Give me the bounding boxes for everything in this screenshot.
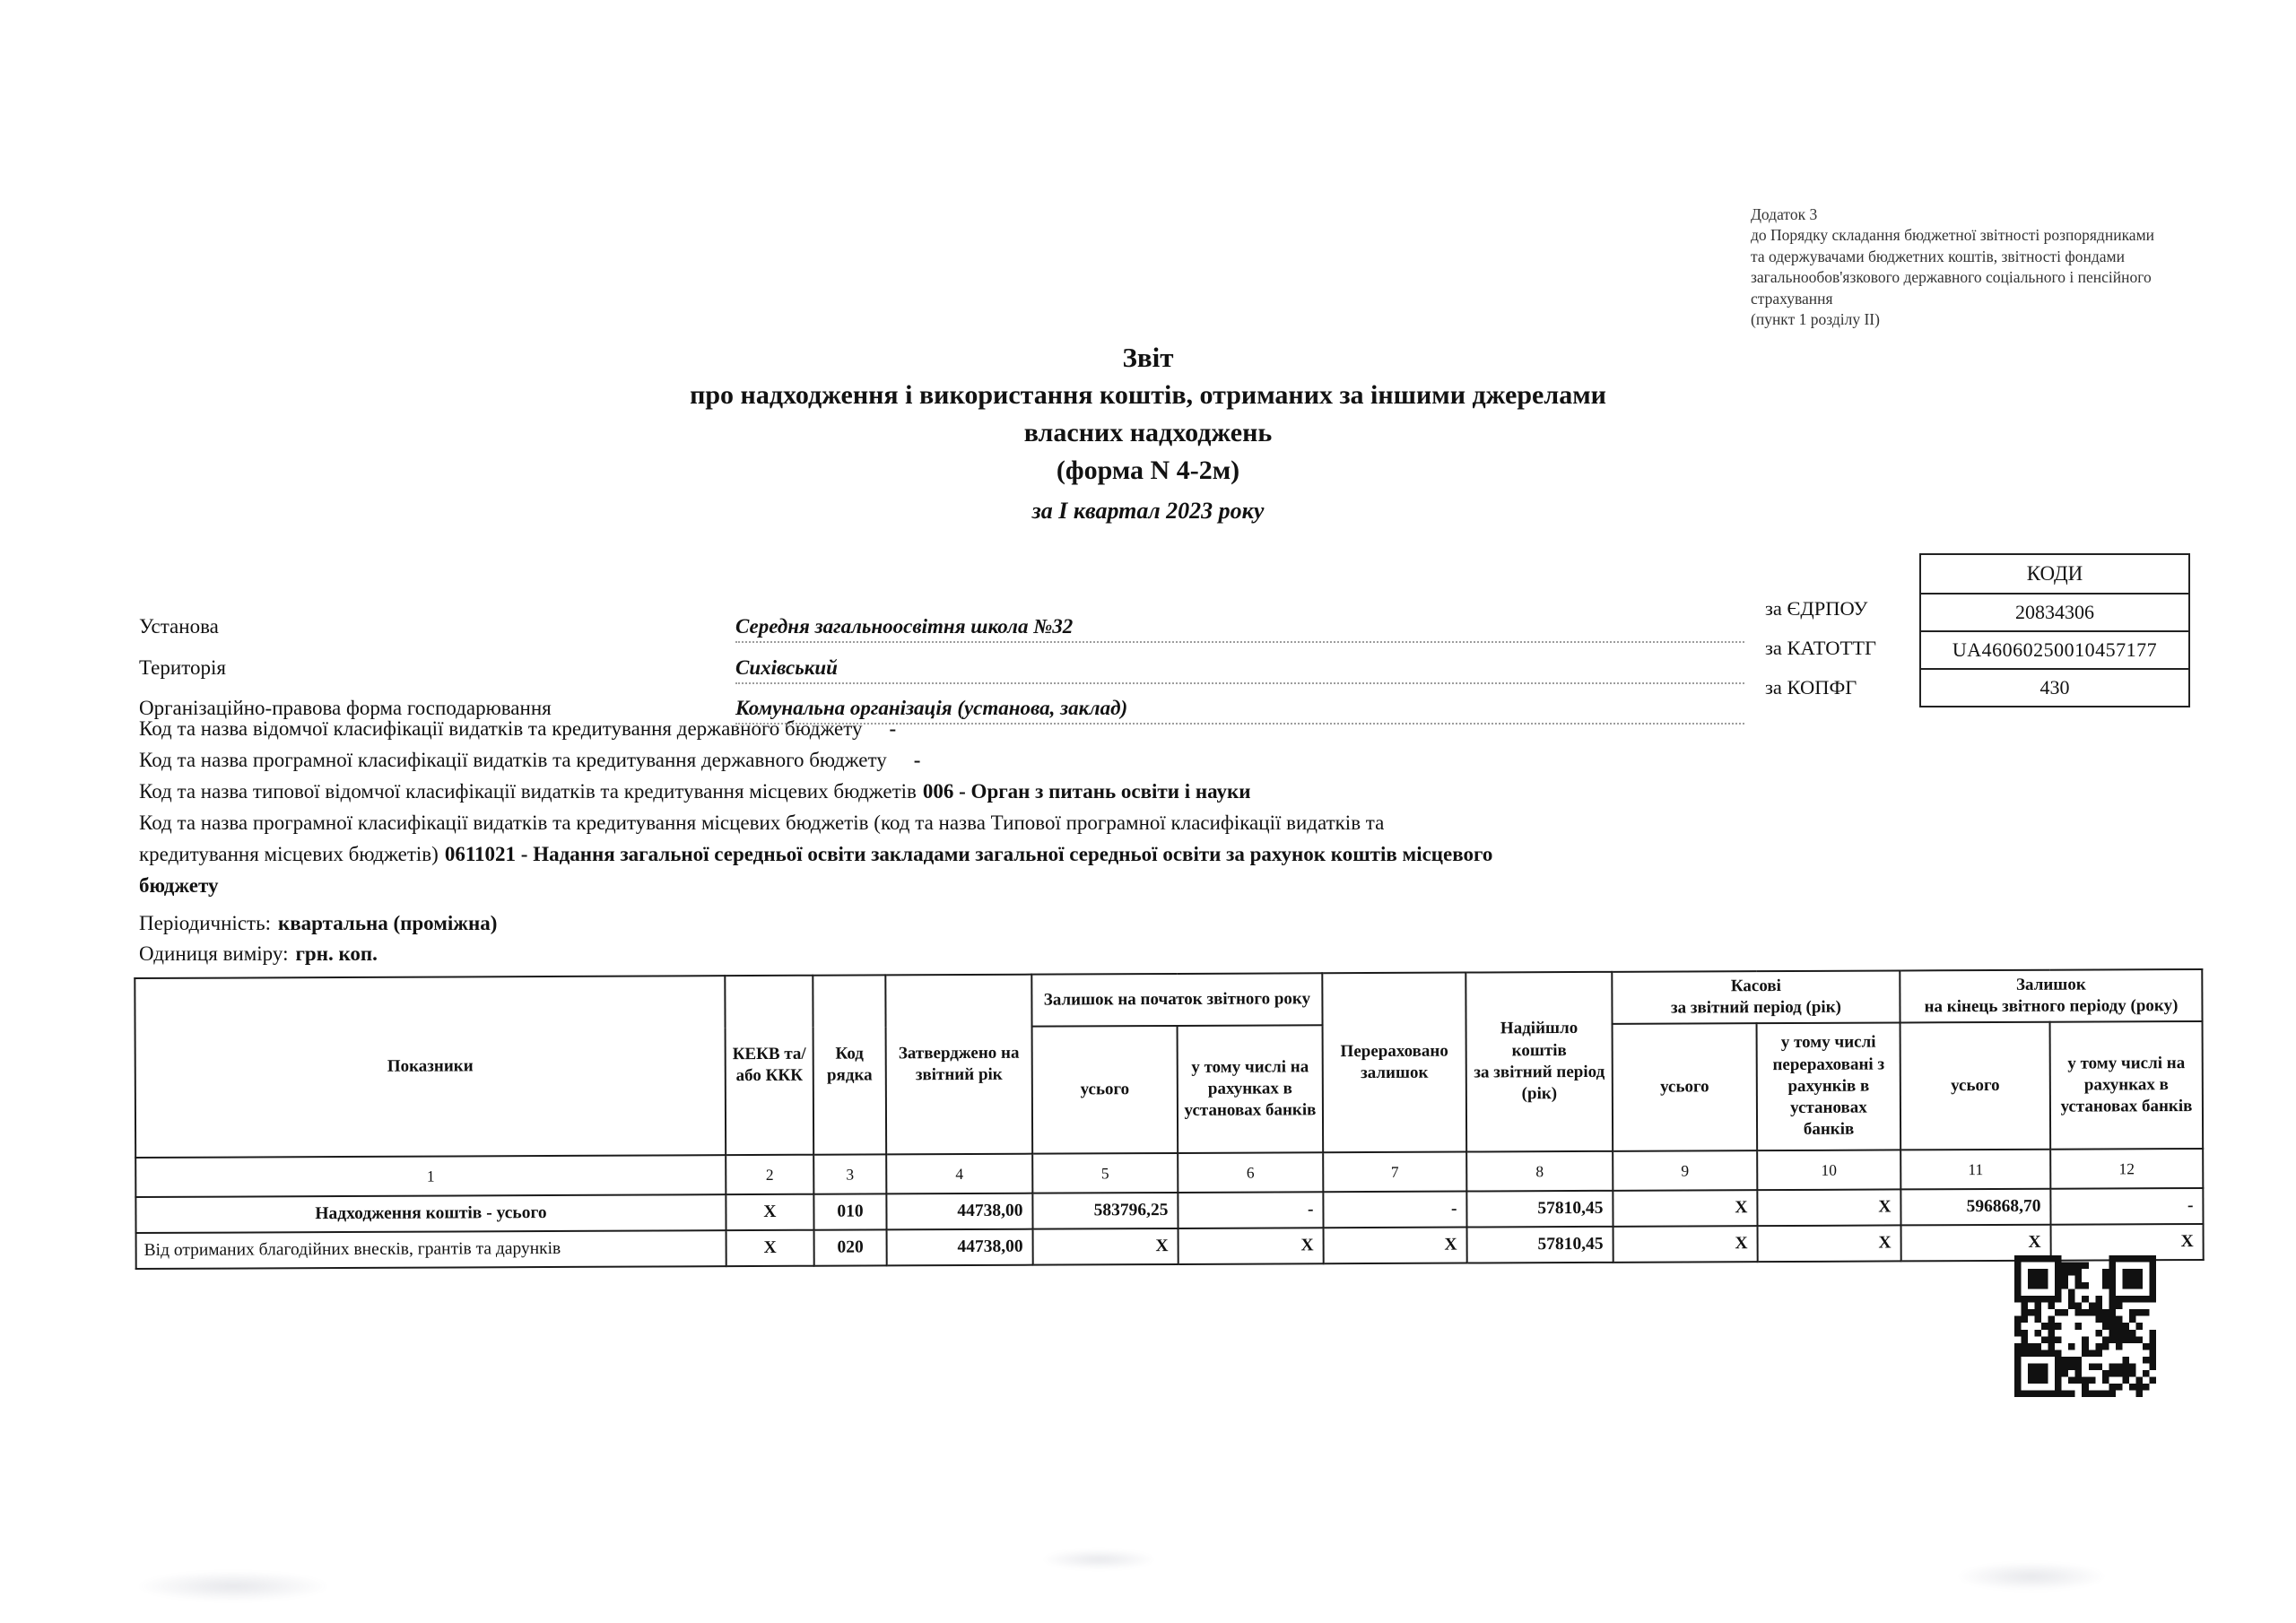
unit-value: грн. коп. [295,942,378,965]
periodicity-label: Періодичність: [139,912,271,934]
cell-received: 57810,45 [1466,1191,1613,1228]
cell-balance-start-total: X [1033,1228,1178,1265]
annex-line: загальнообов'язкового державного соціального і пенсійного [1751,268,2152,287]
edrpou-value: 20834306 [1921,593,2188,630]
classification-value: - [913,749,921,771]
cell-cash-total: X [1613,1226,1758,1263]
annex-line: страхування [1751,289,1833,308]
title-period: за І квартал 2023 року [1031,498,1265,524]
col-header-balance-end-bank: у тому числі на рахунках в установах банків [2050,1021,2204,1150]
kopfg-value: 430 [1921,668,2188,706]
cell-balance-start-total: 583796,25 [1032,1193,1178,1229]
cell-row-code: 020 [814,1229,887,1265]
cell-balance-end-total: X [1901,1225,2051,1262]
col-header-received: Надійшло коштів за звітний період (рік) [1465,972,1613,1152]
classification-value: - [889,717,897,740]
classification-value: 006 - Орган з питань освіти і науки [922,780,1251,803]
cell-balance-end-bank: - [2050,1188,2203,1225]
cell-row-code: 010 [813,1193,886,1229]
cell-balance-end-total: 596868,70 [1900,1189,2050,1226]
col-header-cash-total: усього [1613,1023,1758,1151]
legal-form-value: Комунальна організація (установа, заклад) [735,697,1744,725]
group-header-balance-start: Залишок на початок звітного року [1031,973,1322,1026]
cell-received: 57810,45 [1467,1227,1613,1263]
col-header-approved: Затверджено на звітний рік [885,975,1032,1155]
institution-value: Середня загальноосвітня школа №32 [735,615,1744,643]
periodicity-value: квартальна (проміжна) [277,912,498,934]
column-number: 7 [1323,1152,1466,1193]
column-number: 12 [2050,1149,2203,1189]
kopfg-label: за КОПФГ [1765,676,1857,699]
classification-text: Код та назва програмної класифікації видатків та кредитування місцевих бюджетів (код та назва Типової програмної класифікації видатків та [139,812,1385,834]
cell-kekv: X [726,1230,814,1266]
title-word-zvit: Звіт [1122,342,1174,373]
col-header-indicators: Показники [135,976,726,1158]
column-number: 4 [886,1154,1032,1194]
unit-row [139,942,378,966]
classification-line-4a [139,807,1874,838]
column-number: 10 [1757,1150,1900,1190]
field-territory [139,656,1744,684]
classification-line-4b [139,838,1874,870]
col-header-row-code: Код рядка [813,975,886,1154]
cell-cash-bank: X [1758,1225,1901,1262]
column-number: 2 [726,1155,813,1194]
column-number: 5 [1032,1153,1178,1193]
classification-text: кредитування місцевих бюджетів) [139,843,439,865]
scan-artifact [1040,1549,1157,1569]
classification-line-2 [139,744,1874,776]
cell-balance-end-bank: X [2051,1224,2204,1261]
col-header-balance-start-total: усього [1032,1026,1178,1154]
annex-line: (пункт 1 розділу ІІ) [1751,310,1880,329]
title-line-2: про надходження і використання коштів, отриманих за іншими джерелами [690,380,1606,410]
col-header-cash-bank: у тому числі перераховані з рахунків в установах банків [1757,1022,1901,1150]
codes-box [1919,553,2190,707]
cell-cash-total: X [1613,1190,1757,1227]
title-form-number: (форма N 4-2м) [1056,456,1240,485]
scan-artifact [135,1571,332,1601]
katottg-value: UA46060250010457177 [1921,630,2188,668]
cell-approved: 44738,00 [887,1229,1033,1266]
katottg-label: за КАТОТТГ [1765,637,1876,659]
col-header-transferred: Перераховано залишок [1322,973,1466,1153]
classification-text: Код та назва типової відомчої класифікації видатків та кредитування місцевих бюджетів [139,780,917,803]
institution-label: Установа [139,615,219,638]
classification-text: Код та назва відомчої класифікації видатків та кредитування державного бюджету [139,717,863,740]
col-header-balance-start-bank: у тому числі на рахунках в установах банків [1178,1025,1324,1153]
column-number: 6 [1178,1152,1323,1193]
annex-line: Додаток 3 [1751,205,1818,223]
report-title [0,339,2296,529]
annex-line: та одержувачами бюджетних коштів, звітності фондами [1751,247,2125,265]
cell-cash-bank: X [1757,1189,1900,1226]
group-header-cash: Касові за звітний період (рік) [1612,970,1900,1023]
cell-balance-start-bank: X [1178,1228,1324,1264]
title-line-3: власних надходжень [1023,418,1273,447]
cell-transferred: X [1324,1228,1467,1264]
periodicity-row [139,912,497,935]
classification-line-3 [139,776,1874,807]
column-number: 9 [1613,1150,1757,1191]
edrpou-label: за ЄДРПОУ [1765,597,1868,620]
column-number: 11 [1900,1150,2050,1190]
annex-note [1751,204,2190,331]
codes-header: КОДИ [2026,562,2083,585]
column-number: 3 [813,1154,886,1193]
classification-line-1 [139,713,1874,744]
cell-indicator: Надходження коштів - усього [135,1194,726,1233]
scan-artifact [1955,1562,2108,1591]
group-header-balance-end: Залишок на кінець звітного періоду (року) [1900,969,2202,1022]
classification-line-4c [139,870,1874,901]
unit-label: Одиниця виміру: [139,942,289,965]
classification-block [139,713,1874,901]
column-number: 8 [1466,1151,1613,1192]
legal-form-label: Організаційно-правова форма господарювання [139,697,552,719]
cell-indicator: Від отриманих благодійних внесків, грантів та дарунків [136,1230,726,1269]
field-institution [139,615,1744,643]
classification-value: 0611021 - Надання загальної середньої освіти закладами загальної середньої освіти за рахунок коштів місцевого [444,843,1493,865]
qr-code [2014,1255,2156,1397]
report-table [134,968,2204,1270]
col-header-kekv: КЕКВ та/або ККК [725,976,813,1155]
cell-approved: 44738,00 [886,1193,1032,1230]
column-number: 1 [135,1155,726,1197]
col-header-balance-end-total: усього [1900,1022,2051,1150]
cell-kekv: X [726,1194,813,1230]
cell-transferred: - [1323,1192,1466,1228]
annex-line: до Порядку складання бюджетної звітності розпорядниками [1751,226,2155,245]
classification-text: Код та назва програмної класифікації видатків та кредитування державного бюджету [139,749,887,771]
classification-value: бюджету [139,874,219,897]
cell-balance-start-bank: - [1178,1192,1323,1228]
territory-label: Територія [139,656,226,679]
territory-value: Сихівський [735,656,1744,684]
